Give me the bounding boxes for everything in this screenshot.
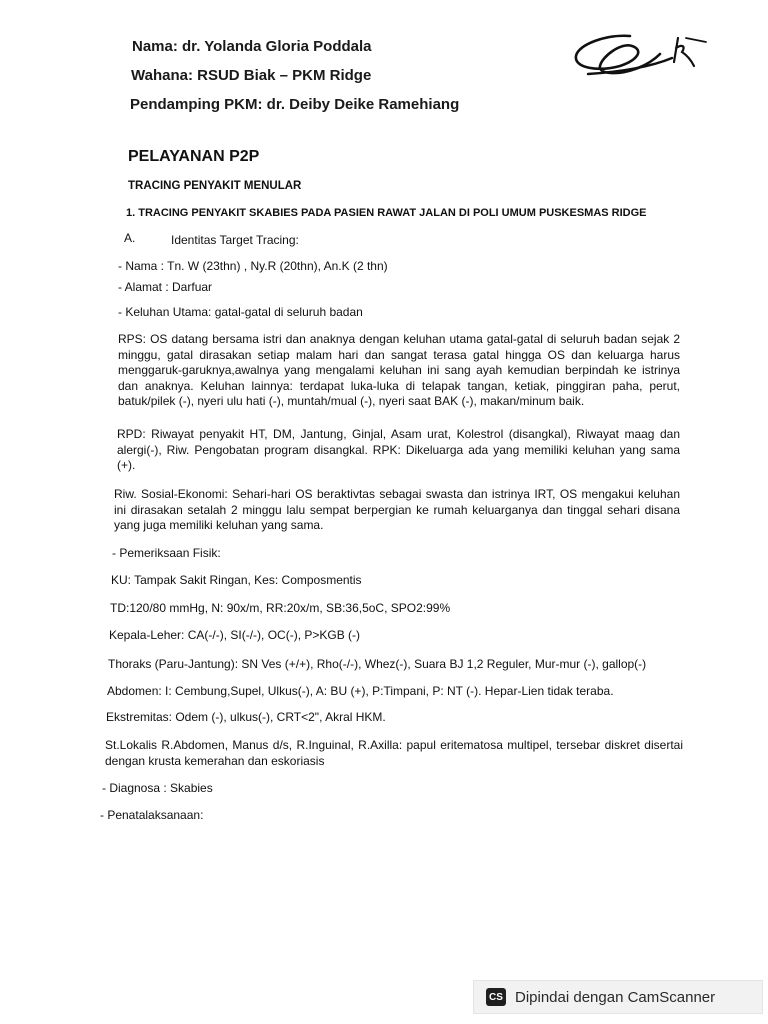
identity-title: Identitas Target Tracing:	[171, 233, 299, 247]
identity-alamat: - Alamat : Darfuar	[118, 280, 213, 294]
page-subtitle: TRACING PENYAKIT MENULAR	[128, 180, 302, 192]
rpd-paragraph: RPD: Riwayat penyakit HT, DM, Jantung, Ginjal, Asam urat, Kolestrol (disangkal), Riwayat maag dan alergi(-), Riw. Pengobatan program disangkal. RPK: Dikeluarga ada yang memiliki keluhan yang sama (+).	[117, 427, 680, 472]
header-wahana: Wahana: RSUD Biak – PKM Ridge	[131, 67, 372, 84]
camscanner-watermark	[473, 980, 763, 1014]
section-heading: 1. TRACING PENYAKIT SKABIES PADA PASIEN RAWAT JALAN DI POLI UMUM PUSKESMAS RIDGE	[126, 207, 647, 219]
sosial-ekonomi-paragraph: Riw. Sosial-Ekonomi: Sehari-hari OS beraktivtas sebagai swasta dan istrinya IRT, OS mengakui keluhan ini dirasakan setalah 2 minggu lalu sempat berpergian ke rumah keluarganya dan tinggal sehari disana yang juga memiliki keluhan yang sama.	[114, 487, 680, 532]
exam-ekstremitas: Ekstremitas: Odem (-), ulkus(-), CRT<2", Akral HKM.	[106, 710, 386, 724]
exam-abdomen: Abdomen: I: Cembung,Supel, Ulkus(-), A: BU (+), P:Timpani, P: NT (-). Hepar-Lien tidak teraba.	[107, 684, 614, 698]
handwritten-signature	[568, 22, 718, 92]
exam-heading: - Pemeriksaan Fisik:	[112, 546, 221, 560]
header-name: Nama: dr. Yolanda Gloria Poddala	[132, 38, 372, 55]
rps-paragraph: RPS: OS datang bersama istri dan anaknya dengan keluhan utama gatal-gatal di seluruh badan sejak 2 minggu, gatal dirasakan setiap malam hari dan sangat terasa gatal hingga OS dan keluarga harus menggaruk-garuknya,awalnya yang mengalami keluhan ini sang ayah kemudian berpindah ke istrinya dan anaknya. Keluhan lainnya: terdapat luka-luka di telapak tangan, ketiak, pinggiran paha, perut, batuk/pilek (-), nyeri ulu hati (-), muntah/mual (-), nyeri saat BAK (-), makan/minum baik.	[118, 332, 680, 408]
exam-status-lokalis: St.Lokalis R.Abdomen, Manus d/s, R.Inguinal, R.Axilla: papul eritematosa multipel, tersebar diskret disertai dengan krusta kemerahan dan eskoriasis	[105, 738, 683, 768]
identity-keluhan: - Keluhan Utama: gatal-gatal di seluruh badan	[118, 305, 363, 319]
exam-thoraks: Thoraks (Paru-Jantung): SN Ves (+/+), Rho(-/-), Whez(-), Suara BJ 1,2 Reguler, Mur-mur (-), gallop(-)	[108, 657, 647, 671]
camscanner-logo-icon: CS	[486, 988, 506, 1006]
header-pendamping: Pendamping PKM: dr. Deiby Deike Ramehiang	[130, 96, 460, 113]
exam-vital-signs: TD:120/80 mmHg, N: 90x/m, RR:20x/m, SB:36,5oC, SPO2:99%	[110, 601, 451, 615]
penatalaksanaan: - Penatalaksanaan:	[100, 808, 204, 822]
exam-ku: KU: Tampak Sakit Ringan, Kes: Composmentis	[111, 573, 362, 587]
diagnosa: - Diagnosa : Skabies	[102, 781, 213, 795]
camscanner-text: Dipindai dengan CamScanner	[515, 988, 716, 1006]
identity-nama: - Nama : Tn. W (23thn) , Ny.R (20thn), An.K (2 thn)	[118, 259, 388, 273]
exam-kepala-leher: Kepala-Leher: CA(-/-), SI(-/-), OC(-), P>KGB (-)	[109, 628, 361, 642]
page-title: PELAYANAN P2P	[128, 148, 260, 165]
identity-letter: A.	[124, 231, 136, 245]
